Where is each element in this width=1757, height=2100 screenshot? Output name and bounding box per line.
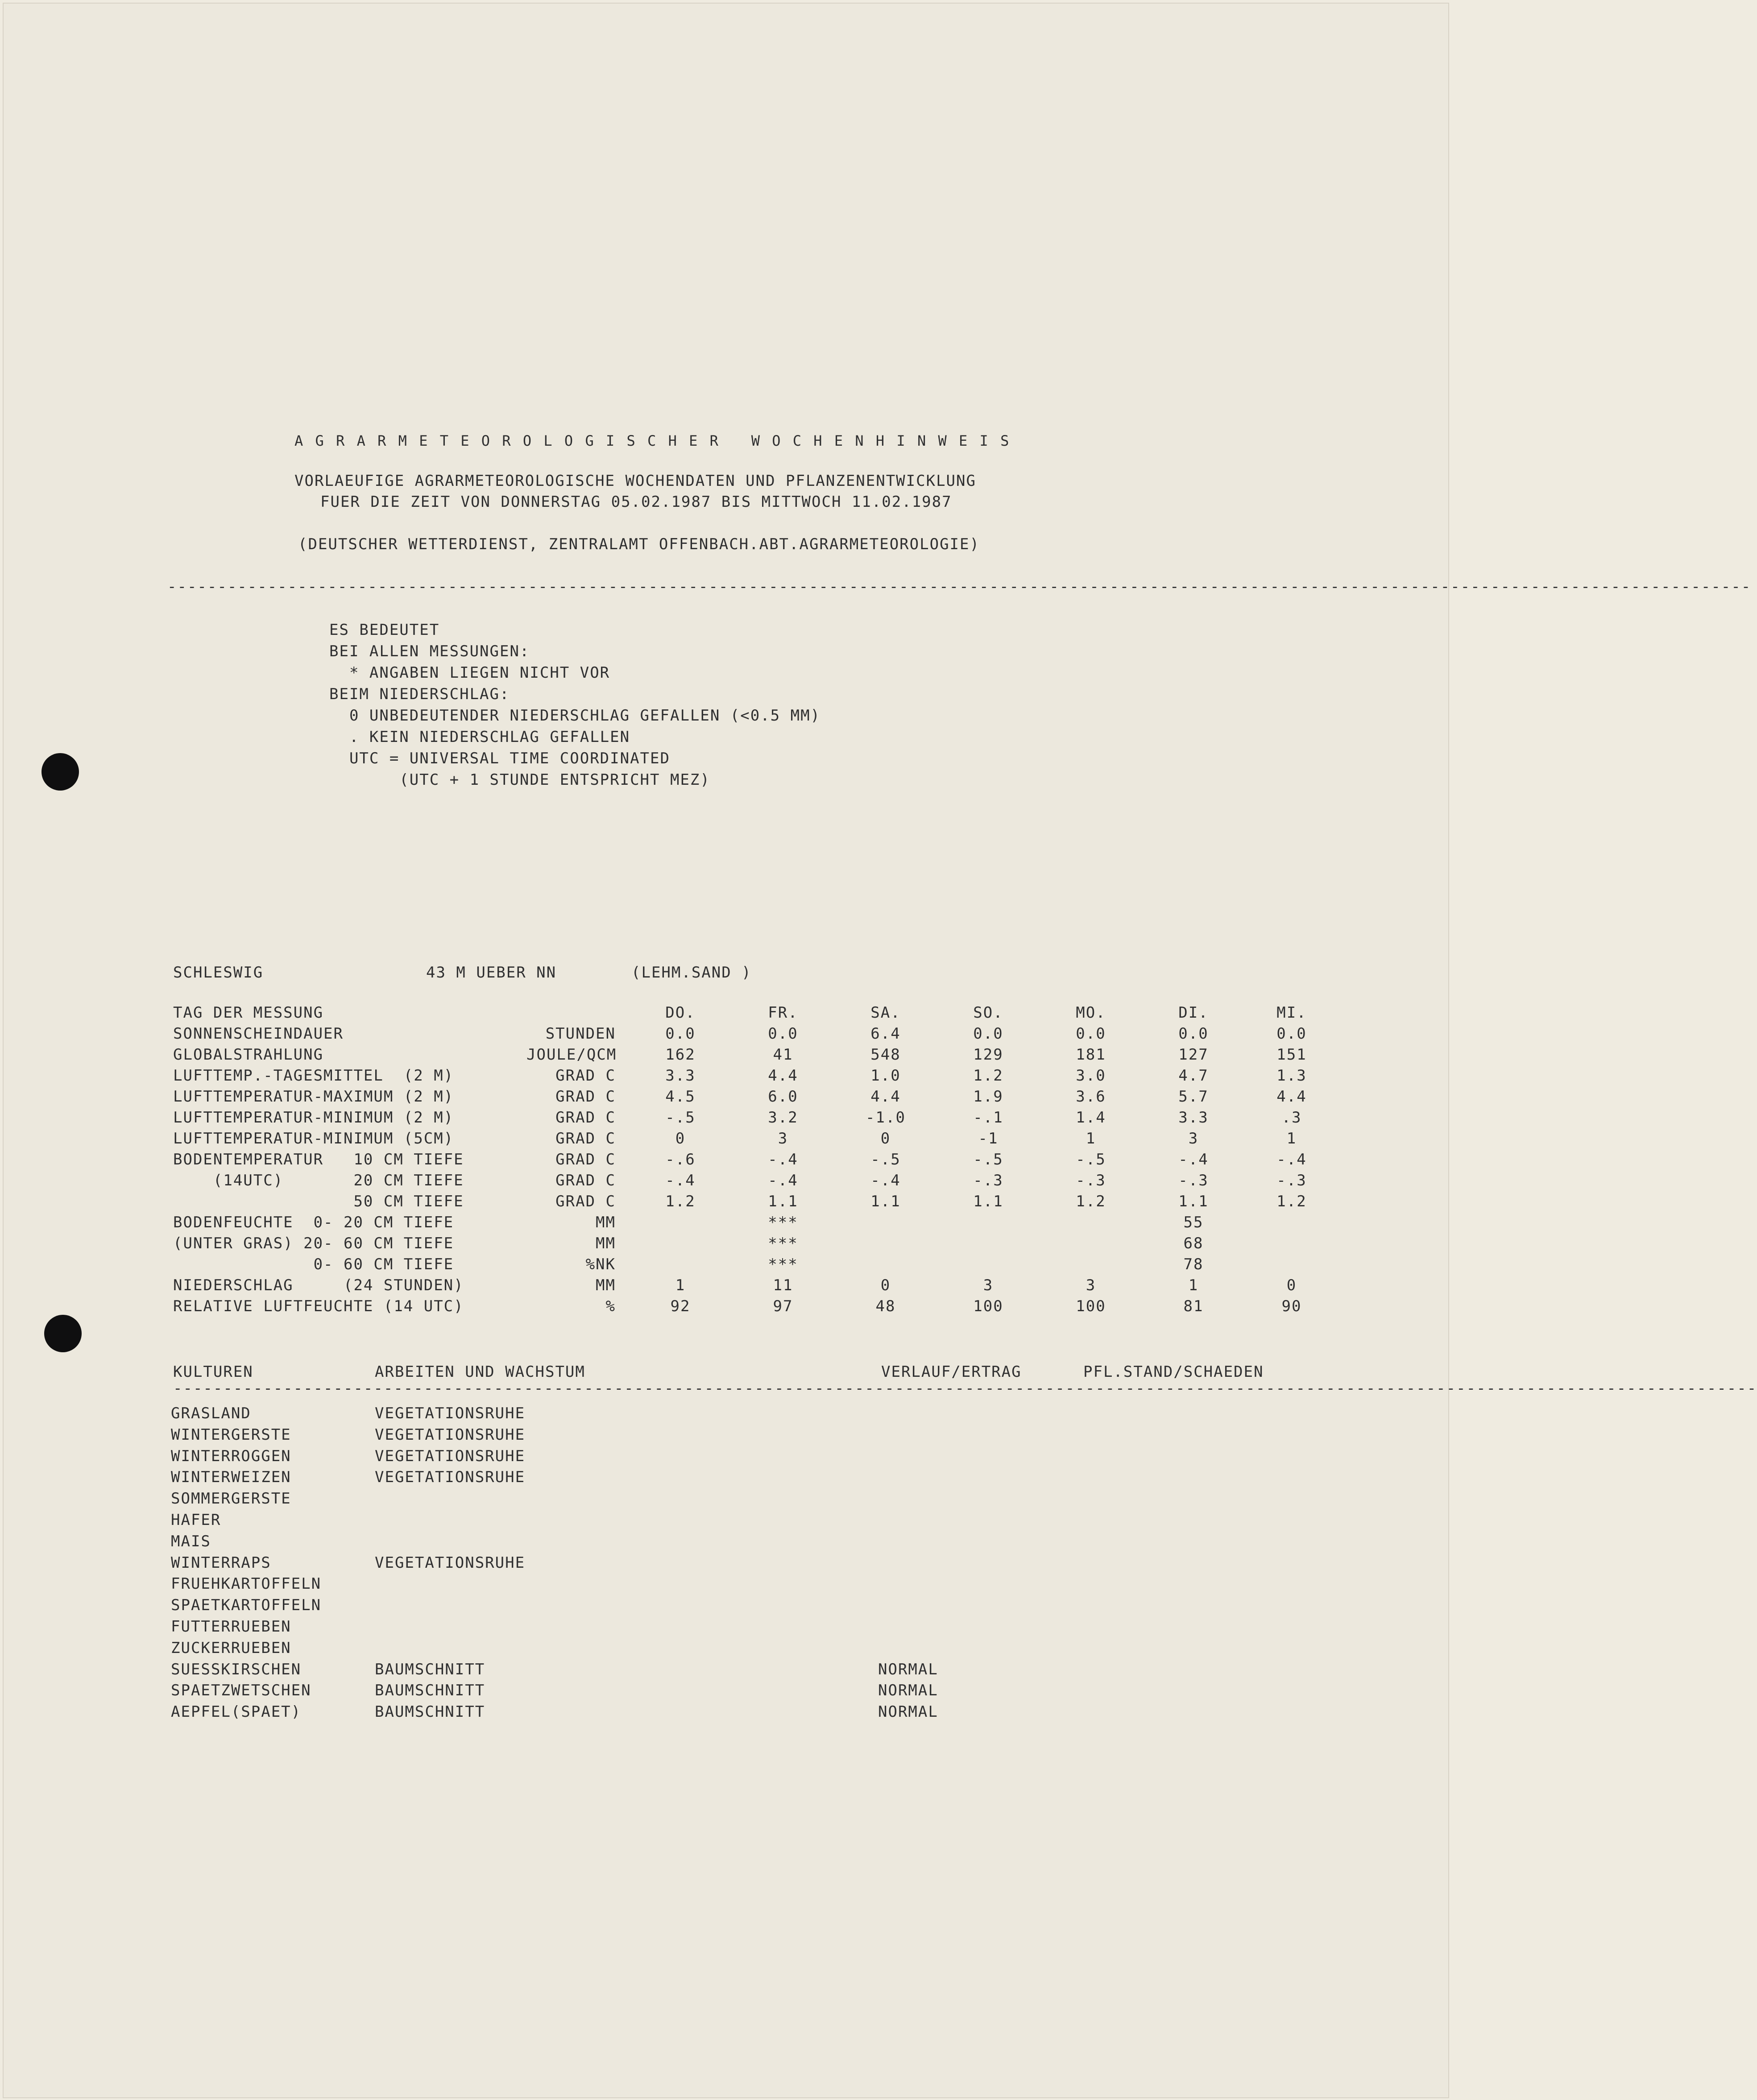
cell-value: 151	[1276, 1046, 1307, 1064]
row-label: LUFTTEMPERATUR-MINIMUM (2 M)	[173, 1109, 454, 1127]
cell-value: 3	[778, 1130, 788, 1147]
cell-value: 5.7	[1178, 1088, 1209, 1106]
cell-value: -.6	[665, 1151, 696, 1168]
crop-name: SPAETKARTOFFELN	[171, 1596, 322, 1614]
cell-value: 100	[1076, 1297, 1106, 1315]
cell-value: -.1	[973, 1109, 1003, 1127]
cell-value: -.4	[870, 1172, 901, 1189]
crop-name: MAIS	[171, 1533, 211, 1550]
cell-value: 4.7	[1178, 1067, 1209, 1085]
day-header: DO.	[665, 1004, 696, 1022]
cell-value: 0.0	[1178, 1025, 1209, 1043]
cell-value: 81	[1183, 1297, 1204, 1315]
crop-name: WINTERGERSTE	[171, 1426, 291, 1444]
crop-name: AEPFEL(SPAET)	[171, 1703, 302, 1721]
row-label: (UNTER GRAS) 20- 60 CM TIEFE	[173, 1234, 454, 1252]
cell-value: 1	[1188, 1276, 1199, 1294]
subtitle-line-1: VORLAEUFIGE AGRARMETEOROLOGISCHE WOCHENDATEN UND PFLANZENENTWICKLUNG	[294, 472, 976, 490]
cell-value: 1.9	[973, 1088, 1003, 1106]
cell-value: 4.4	[870, 1088, 901, 1106]
cell-value: -.4	[665, 1172, 696, 1189]
cell-value: ***	[768, 1234, 798, 1252]
cell-value: 97	[773, 1297, 793, 1315]
cell-value: 1	[1286, 1130, 1297, 1147]
legend-line: 0 UNBEDEUTENDER NIEDERSCHLAG GEFALLEN (<0.5 MM)	[329, 707, 821, 725]
row-label: LUFTTEMPERATUR-MAXIMUM (2 M)	[173, 1088, 454, 1106]
cell-value: 3	[983, 1276, 994, 1294]
day-header: MO.	[1076, 1004, 1106, 1022]
crop-name: ZUCKERRUEBEN	[171, 1639, 291, 1657]
crop-work: BAUMSCHNITT	[375, 1703, 485, 1721]
cell-value: 181	[1076, 1046, 1106, 1064]
row-unit: MM	[596, 1276, 616, 1294]
row-label: RELATIVE LUFTFEUCHTE (14 UTC)	[173, 1297, 464, 1315]
cell-value: 1.2	[973, 1067, 1003, 1085]
cell-value: 0.0	[665, 1025, 696, 1043]
row-unit: GRAD C	[555, 1088, 616, 1106]
cell-value: 162	[665, 1046, 696, 1064]
cell-value: 3.3	[1178, 1109, 1209, 1127]
cell-value: 1.0	[870, 1067, 901, 1085]
station-soil: (LEHM.SAND )	[631, 964, 752, 982]
row-label: (14UTC) 20 CM TIEFE	[173, 1172, 464, 1189]
source-line: (DEUTSCHER WETTERDIENST, ZENTRALAMT OFFENBACH.ABT.AGRARMETEOROLOGIE)	[298, 535, 980, 553]
cell-value: -.3	[1076, 1172, 1106, 1189]
cell-value: 68	[1183, 1234, 1204, 1252]
legend-line: ES BEDEUTET	[329, 621, 440, 639]
crop-work: VEGETATIONSRUHE	[375, 1426, 526, 1444]
separator-crops: --------------------------------------------------------------------------------------------------------------------------------------------------------------	[173, 1379, 1757, 1397]
crops-header-culture: KULTUREN	[173, 1363, 253, 1381]
crop-name: SUESSKIRSCHEN	[171, 1661, 302, 1678]
crop-work: BAUMSCHNITT	[375, 1682, 485, 1699]
cell-value: 3.0	[1076, 1067, 1106, 1085]
row-unit: GRAD C	[555, 1151, 616, 1168]
crop-name: WINTERRAPS	[171, 1554, 271, 1572]
crop-work: VEGETATIONSRUHE	[375, 1554, 526, 1572]
cell-value: 3	[1086, 1276, 1096, 1294]
row-label: NIEDERSCHLAG (24 STUNDEN)	[173, 1276, 464, 1294]
cell-value: 100	[973, 1297, 1003, 1315]
row-unit: STUNDEN	[545, 1025, 616, 1043]
crop-name: SPAETZWETSCHEN	[171, 1682, 311, 1699]
cell-value: 6.4	[870, 1025, 901, 1043]
cell-value: -.3	[1276, 1172, 1307, 1189]
weather-header-label: TAG DER MESSUNG	[173, 1004, 324, 1022]
row-unit: GRAD C	[555, 1193, 616, 1210]
row-unit: %NK	[585, 1255, 616, 1273]
punch-hole-bottom	[44, 1315, 82, 1352]
day-header: MI.	[1276, 1004, 1307, 1022]
cell-value: -1.0	[866, 1109, 906, 1127]
cell-value: -.5	[870, 1151, 901, 1168]
legend-line: (UTC + 1 STUNDE ENTSPRICHT MEZ)	[329, 771, 710, 789]
crop-name: FRUEHKARTOFFELN	[171, 1575, 322, 1593]
page-title: A G R A R M E T E O R O L O G I S C H E R W O C H E N H I N W E I S	[294, 432, 1011, 449]
cell-value: 6.0	[768, 1088, 798, 1106]
row-label: 50 CM TIEFE	[173, 1193, 464, 1210]
legend-line: BEIM NIEDERSCHLAG:	[329, 685, 510, 703]
cell-value: 127	[1178, 1046, 1209, 1064]
row-label: BODENTEMPERATUR 10 CM TIEFE	[173, 1151, 464, 1168]
cell-value: 3.3	[665, 1067, 696, 1085]
legend-line: * ANGABEN LIEGEN NICHT VOR	[329, 664, 610, 682]
day-header: SO.	[973, 1004, 1003, 1022]
cell-value: 0.0	[1276, 1025, 1307, 1043]
cell-value: 0	[1286, 1276, 1297, 1294]
crop-work: VEGETATIONSRUHE	[375, 1404, 526, 1422]
row-label: LUFTTEMP.-TAGESMITTEL (2 M)	[173, 1067, 454, 1085]
cell-value: 1.1	[1178, 1193, 1209, 1210]
cell-value: -.4	[768, 1172, 798, 1189]
row-unit: GRAD C	[555, 1130, 616, 1147]
day-header: SA.	[870, 1004, 901, 1022]
punch-hole-top	[41, 753, 79, 791]
cell-value: 0	[675, 1130, 686, 1147]
cell-value: -.5	[973, 1151, 1003, 1168]
row-label: LUFTTEMPERATUR-MINIMUM (5CM)	[173, 1130, 454, 1147]
cell-value: -.4	[768, 1151, 798, 1168]
cell-value: 129	[973, 1046, 1003, 1064]
crop-yield: NORMAL	[878, 1703, 938, 1721]
cell-value: 3.2	[768, 1109, 798, 1127]
crop-name: HAFER	[171, 1511, 221, 1529]
cell-value: 4.4	[1276, 1088, 1307, 1106]
cell-value: 1.2	[1276, 1193, 1307, 1210]
crop-name: FUTTERRUEBEN	[171, 1618, 291, 1636]
crop-name: SOMMERGERSTE	[171, 1490, 291, 1508]
row-unit: GRAD C	[555, 1172, 616, 1189]
cell-value: 0.0	[1076, 1025, 1106, 1043]
cell-value: 1.1	[768, 1193, 798, 1210]
cell-value: 55	[1183, 1214, 1204, 1231]
cell-value: 548	[870, 1046, 901, 1064]
subtitle-line-2: FUER DIE ZEIT VON DONNERSTAG 05.02.1987 BIS MITTWOCH 11.02.1987	[320, 493, 952, 511]
crop-yield: NORMAL	[878, 1661, 938, 1678]
crop-yield: NORMAL	[878, 1682, 938, 1699]
cell-value: 1.1	[870, 1193, 901, 1210]
station-name: SCHLESWIG	[173, 964, 264, 982]
cell-value: 3.6	[1076, 1088, 1106, 1106]
cell-value: 1.2	[665, 1193, 696, 1210]
cell-value: 90	[1281, 1297, 1302, 1315]
crops-header-yield: VERLAUF/ERTRAG	[881, 1363, 1022, 1381]
legend-line: UTC = UNIVERSAL TIME COORDINATED	[329, 750, 670, 767]
row-label: BODENFEUCHTE 0- 20 CM TIEFE	[173, 1214, 454, 1231]
row-label: GLOBALSTRAHLUNG	[173, 1046, 324, 1064]
crop-work: BAUMSCHNITT	[375, 1661, 485, 1678]
cell-value: -.4	[1178, 1151, 1209, 1168]
cell-value: 1.3	[1276, 1067, 1307, 1085]
cell-value: ***	[768, 1214, 798, 1231]
cell-value: -.4	[1276, 1151, 1307, 1168]
legend-line: . KEIN NIEDERSCHLAG GEFALLEN	[329, 728, 630, 746]
cell-value: 1	[675, 1276, 686, 1294]
cell-value: 4.5	[665, 1088, 696, 1106]
cell-value: 0	[880, 1130, 891, 1147]
crops-header-work: ARBEITEN UND WACHSTUM	[375, 1363, 585, 1381]
station-elevation: 43 M UEBER NN	[426, 964, 557, 982]
cell-value: .3	[1281, 1109, 1302, 1127]
day-header: DI.	[1178, 1004, 1209, 1022]
cell-value: ***	[768, 1255, 798, 1273]
crop-work: VEGETATIONSRUHE	[375, 1447, 526, 1465]
cell-value: 41	[773, 1046, 793, 1064]
cell-value: 0	[880, 1276, 891, 1294]
crop-work: VEGETATIONSRUHE	[375, 1468, 526, 1486]
cell-value: 48	[875, 1297, 896, 1315]
cell-value: 1.4	[1076, 1109, 1106, 1127]
cell-value: -.3	[973, 1172, 1003, 1189]
cell-value: -.3	[1178, 1172, 1209, 1189]
separator-top: --------------------------------------------------------------------------------------------------------------------------------------------------------------	[167, 578, 1752, 596]
cell-value: 1	[1086, 1130, 1096, 1147]
cell-value: 1.1	[973, 1193, 1003, 1210]
cell-value: 3	[1188, 1130, 1199, 1147]
crop-name: WINTERWEIZEN	[171, 1468, 291, 1486]
cell-value: 1.2	[1076, 1193, 1106, 1210]
legend-line: BEI ALLEN MESSUNGEN:	[329, 642, 530, 660]
cell-value: -.5	[665, 1109, 696, 1127]
cell-value: 4.4	[768, 1067, 798, 1085]
cell-value: -.5	[1076, 1151, 1106, 1168]
row-label: SONNENSCHEINDAUER	[173, 1025, 344, 1043]
row-unit: %	[605, 1297, 616, 1315]
row-unit: GRAD C	[555, 1067, 616, 1085]
cell-value: -1	[978, 1130, 999, 1147]
row-unit: MM	[596, 1214, 616, 1231]
row-unit: JOULE/QCM	[526, 1046, 617, 1064]
cell-value: 11	[773, 1276, 793, 1294]
crops-header-state: PFL.STAND/SCHAEDEN	[1083, 1363, 1264, 1381]
cell-value: 0.0	[768, 1025, 798, 1043]
row-unit: MM	[596, 1234, 616, 1252]
row-unit: GRAD C	[555, 1109, 616, 1127]
cell-value: 92	[670, 1297, 691, 1315]
cell-value: 0.0	[973, 1025, 1003, 1043]
row-label: 0- 60 CM TIEFE	[173, 1255, 454, 1273]
cell-value: 78	[1183, 1255, 1204, 1273]
crop-name: WINTERROGGEN	[171, 1447, 291, 1465]
crop-name: GRASLAND	[171, 1404, 251, 1422]
day-header: FR.	[768, 1004, 798, 1022]
